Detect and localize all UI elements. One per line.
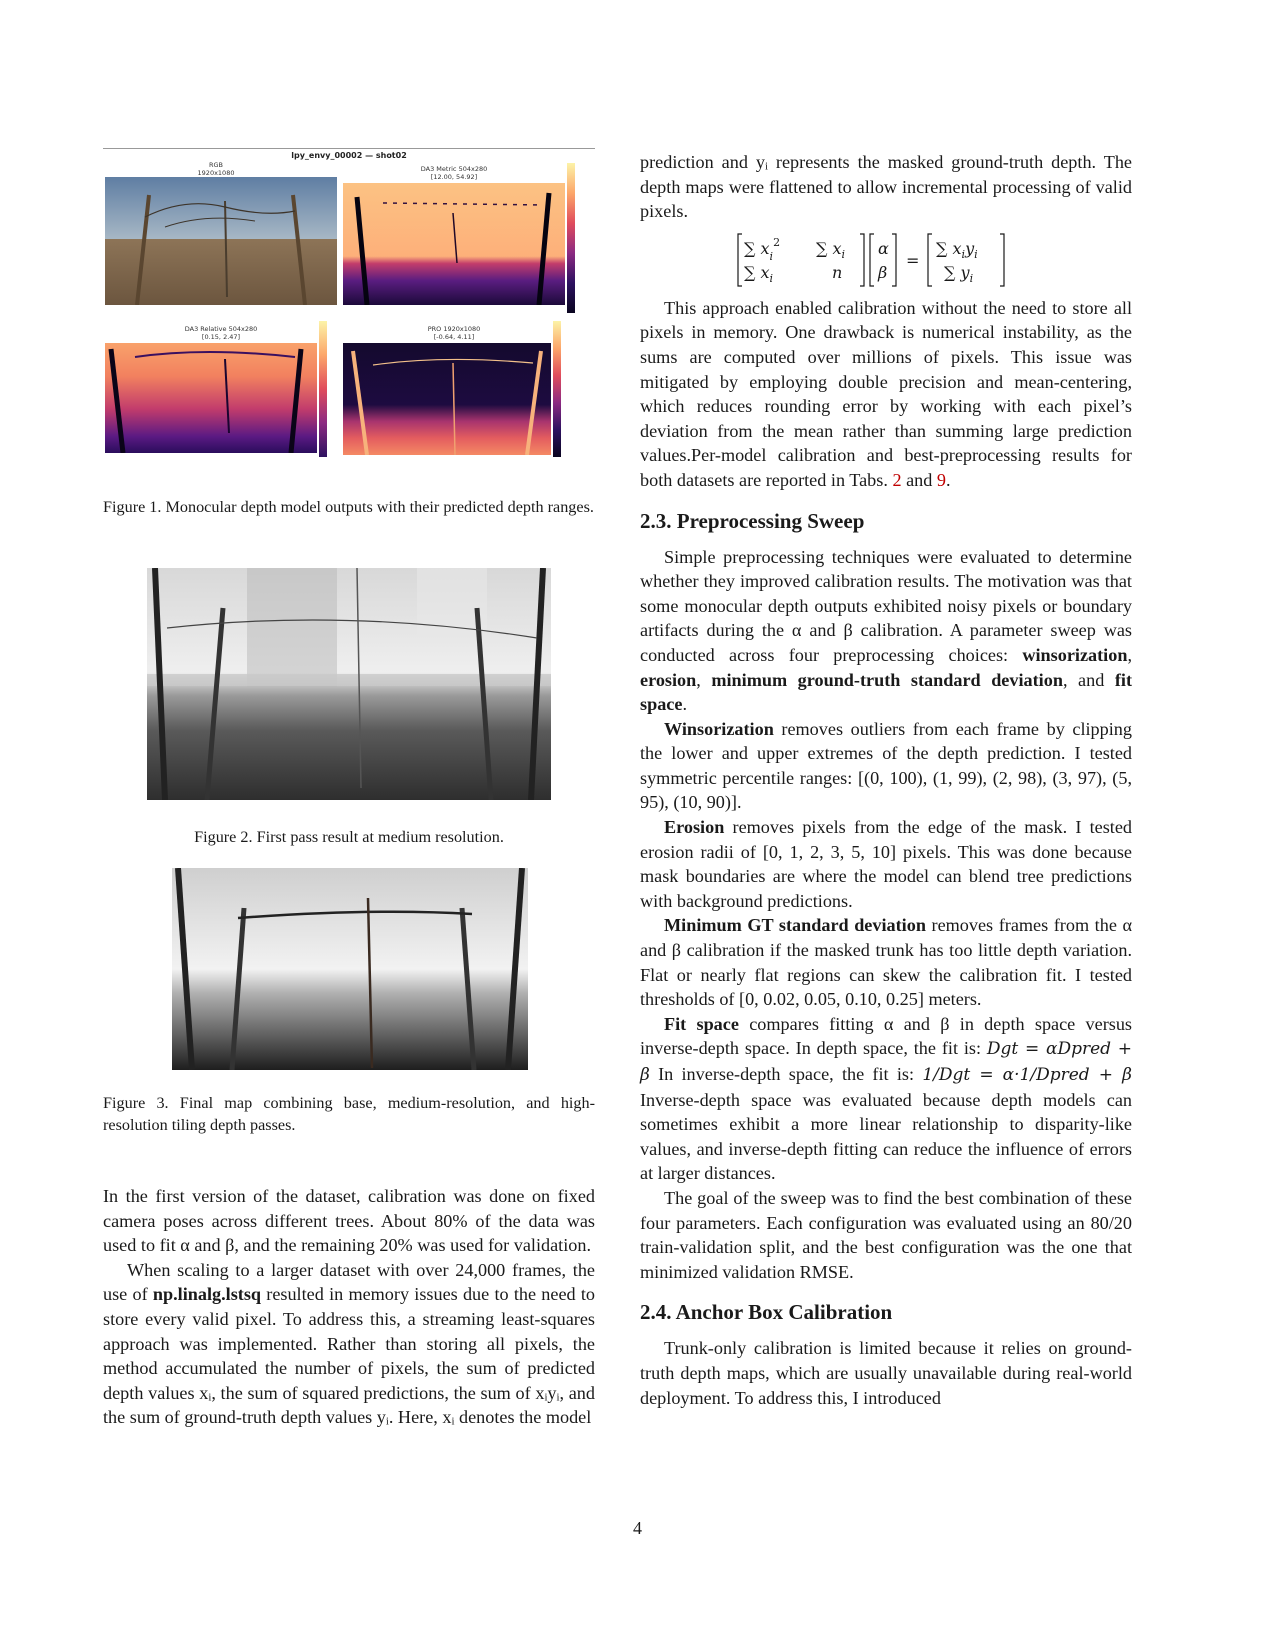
panel-relative-image [105,343,317,453]
panel-relative-label [105,325,337,341]
svg-text:∑ xi2: ∑ $x_i^2$ [744,235,781,263]
svg-text:∑ yi: ∑ $y_i$ [944,262,974,285]
normal-equation [640,232,1132,288]
code-np-linalg-lstsq: np.linalg.lstsq [152,1284,262,1305]
erosion-paragraph: Erosion removes pixels from the edge of the mask. I tested erosion radii of [0, 1, 2, 3, 5, 10] pixels. This was done because mask boundaries are where the model can blend tree predictions with background predictions. [640,817,1132,911]
left-paragraph-2: When scaling to a larger dataset with over 24,000 frames, the use of np.linalg.lstsq resulted in memory issues due to the need to store every valid pixel. To address this, a streaming least-squares approach was implemented. Rather than storing all pixels, the method accumulated the number of pixels, the sum of predicted depth values xᵢ, the sum of squared predictions, the sum of xᵢyᵢ, and the sum of ground-truth depth values yᵢ. Here, xᵢ denotes the model [103,1259,595,1428]
table-ref-2[interactable]: 2 [892,469,902,490]
section-heading-2-4: 2.4. Anchor Box Calibration [640,1300,893,1325]
panel-metric-range: [12.00, 54.92] [430,173,478,181]
panel-metric-image [343,183,565,305]
anchor-box-paragraph: Trunk-only calibration is limited because it relies on ground-truth depth maps, which are usually unavailable during real-world deployment. To address this, I introduced [640,1338,1132,1408]
svg-text:∑ xiyi: ∑ $x_iy_i$ [936,238,978,261]
figure-3-caption: Figure 3. Final map combining base, medium-resolution, and high-resolution tiling depth passes. [103,1094,595,1134]
panel-pro-res: 1920x1080 [443,325,481,333]
fit-space-paragraph: Fit space compares fitting α and β in depth space versus inverse-depth space. In depth space, the fit is: Dgt = αDpred + β In inverse-depth space, the fit is: 1/Dgt = α·1/Dpred + β Inverse-depth space was evaluated because depth models can sometimes exhibit a more linear relationship to disparity-like values, and inverse-depth fitting can reduce the influence of errors at larger distances. [640,1013,1133,1184]
panel-metric-name: DA3 Metric [420,165,457,173]
svg-text:β: β [878,262,888,282]
right-paragraph-1: This approach enabled calibration without the need to store all pixels in memory. One drawback is numerical instability, as the sums are computed over millions of pixels. This issue was mitigated by employing double precision and mean-centering, which reduces rounding error by working with each pixel’s deviation from the mean rather than summing large prediction values.Per-model calibration and best-preprocessing results for both datasets are reported in Tabs. 2 and 9. [640,297,1132,490]
panel-relative-res: 504x280 [228,325,258,333]
sweep-goal-paragraph: The goal of the sweep was to find the best combination of these four parameters. Each configuration was evaluated using an 80/20 train-validation split, and the best configuration was the one that minimized validation RMSE. [640,1187,1132,1282]
panel-rgb-label [105,161,327,177]
svg-text:n: n [832,262,843,282]
panel-pro-range: [-0.64, 4.11] [433,333,475,341]
panel-metric-res: 504x280 [458,165,488,173]
winsorization-paragraph: Winsorization removes outliers from each frame by clipping the lower and upper extremes of the depth prediction. I tested symmetric percentile ranges: [(0, 100), (1, 99), (2, 98), (3, 97), (5, 95), (10, 90)]. [640,718,1132,813]
panel-rgb-res: 1920x1080 [197,169,235,177]
svg-text:∑ xi: ∑ $x_i$ [816,238,846,261]
left-paragraph-1: In the first version of the dataset, calibration was done on fixed camera poses across different trees. About 80% of the data was used to fit α and β, and the remaining 20% was used for validation. [103,1186,595,1256]
panel-pro-name: PRO [427,325,442,333]
figure-1-title: lpy_envy_00002 — shot02 [291,151,407,160]
panel-metric-label [343,165,565,181]
inverse-depth-equation: 1/Dgt = α·1/Dpred + β [922,1065,1133,1085]
sweep-intro-paragraph: Simple preprocessing techniques were evaluated to determine whether they improved calibration results. The motivation was that some monocular depth outputs exhibited noisy pixels or boundary artifacts during the α and β calibration. A parameter sweep was conducted across four preprocessing choices: winsorization, erosion, minimum ground-truth standard deviation, and fit space. [640,546,1132,715]
svg-text:=: = [906,250,920,270]
figure-1-caption: Figure 1. Monocular depth model outputs with their predicted depth ranges. [103,498,594,516]
figure-3-image [172,868,528,1070]
right-paragraph-0: prediction and yᵢ represents the masked ground-truth depth. The depth maps were flattened to allow incremental processing of valid pixels. [640,152,1132,222]
pro-colorbar [553,321,561,457]
page-number: 4 [633,1518,642,1538]
table-ref-9[interactable]: 9 [936,469,946,490]
figure-2-image [147,568,551,800]
panel-rgb-image [105,177,337,305]
panel-pro-image [343,343,551,455]
min-gt-std-paragraph: Minimum GT standard deviation removes frames from the α and β calibration if the masked trunk has too little depth variation. Flat or nearly flat regions can skew the calibration fit. I tested thresholds of [0, 0.02, 0.05, 0.10, 0.25] meters. [640,915,1132,1010]
metric-colorbar [567,163,575,313]
panel-pro-label [343,325,565,341]
figure-2-caption: Figure 2. First pass result at medium resolution. [194,828,504,846]
figure-1 [103,148,595,479]
panel-relative-name: DA3 Relative [184,325,227,333]
svg-text:∑ xi: ∑ $x_i$ [744,262,774,285]
depth-space-equation: Dgt = αDpred + β [640,1039,1132,1085]
panel-relative-range: [0.15, 2.47] [201,333,241,341]
panel-rgb-name: RGB [208,161,223,169]
svg-text:α: α [878,238,889,258]
section-heading-2-3: 2.3. Preprocessing Sweep [640,508,865,533]
relative-colorbar [319,321,327,457]
